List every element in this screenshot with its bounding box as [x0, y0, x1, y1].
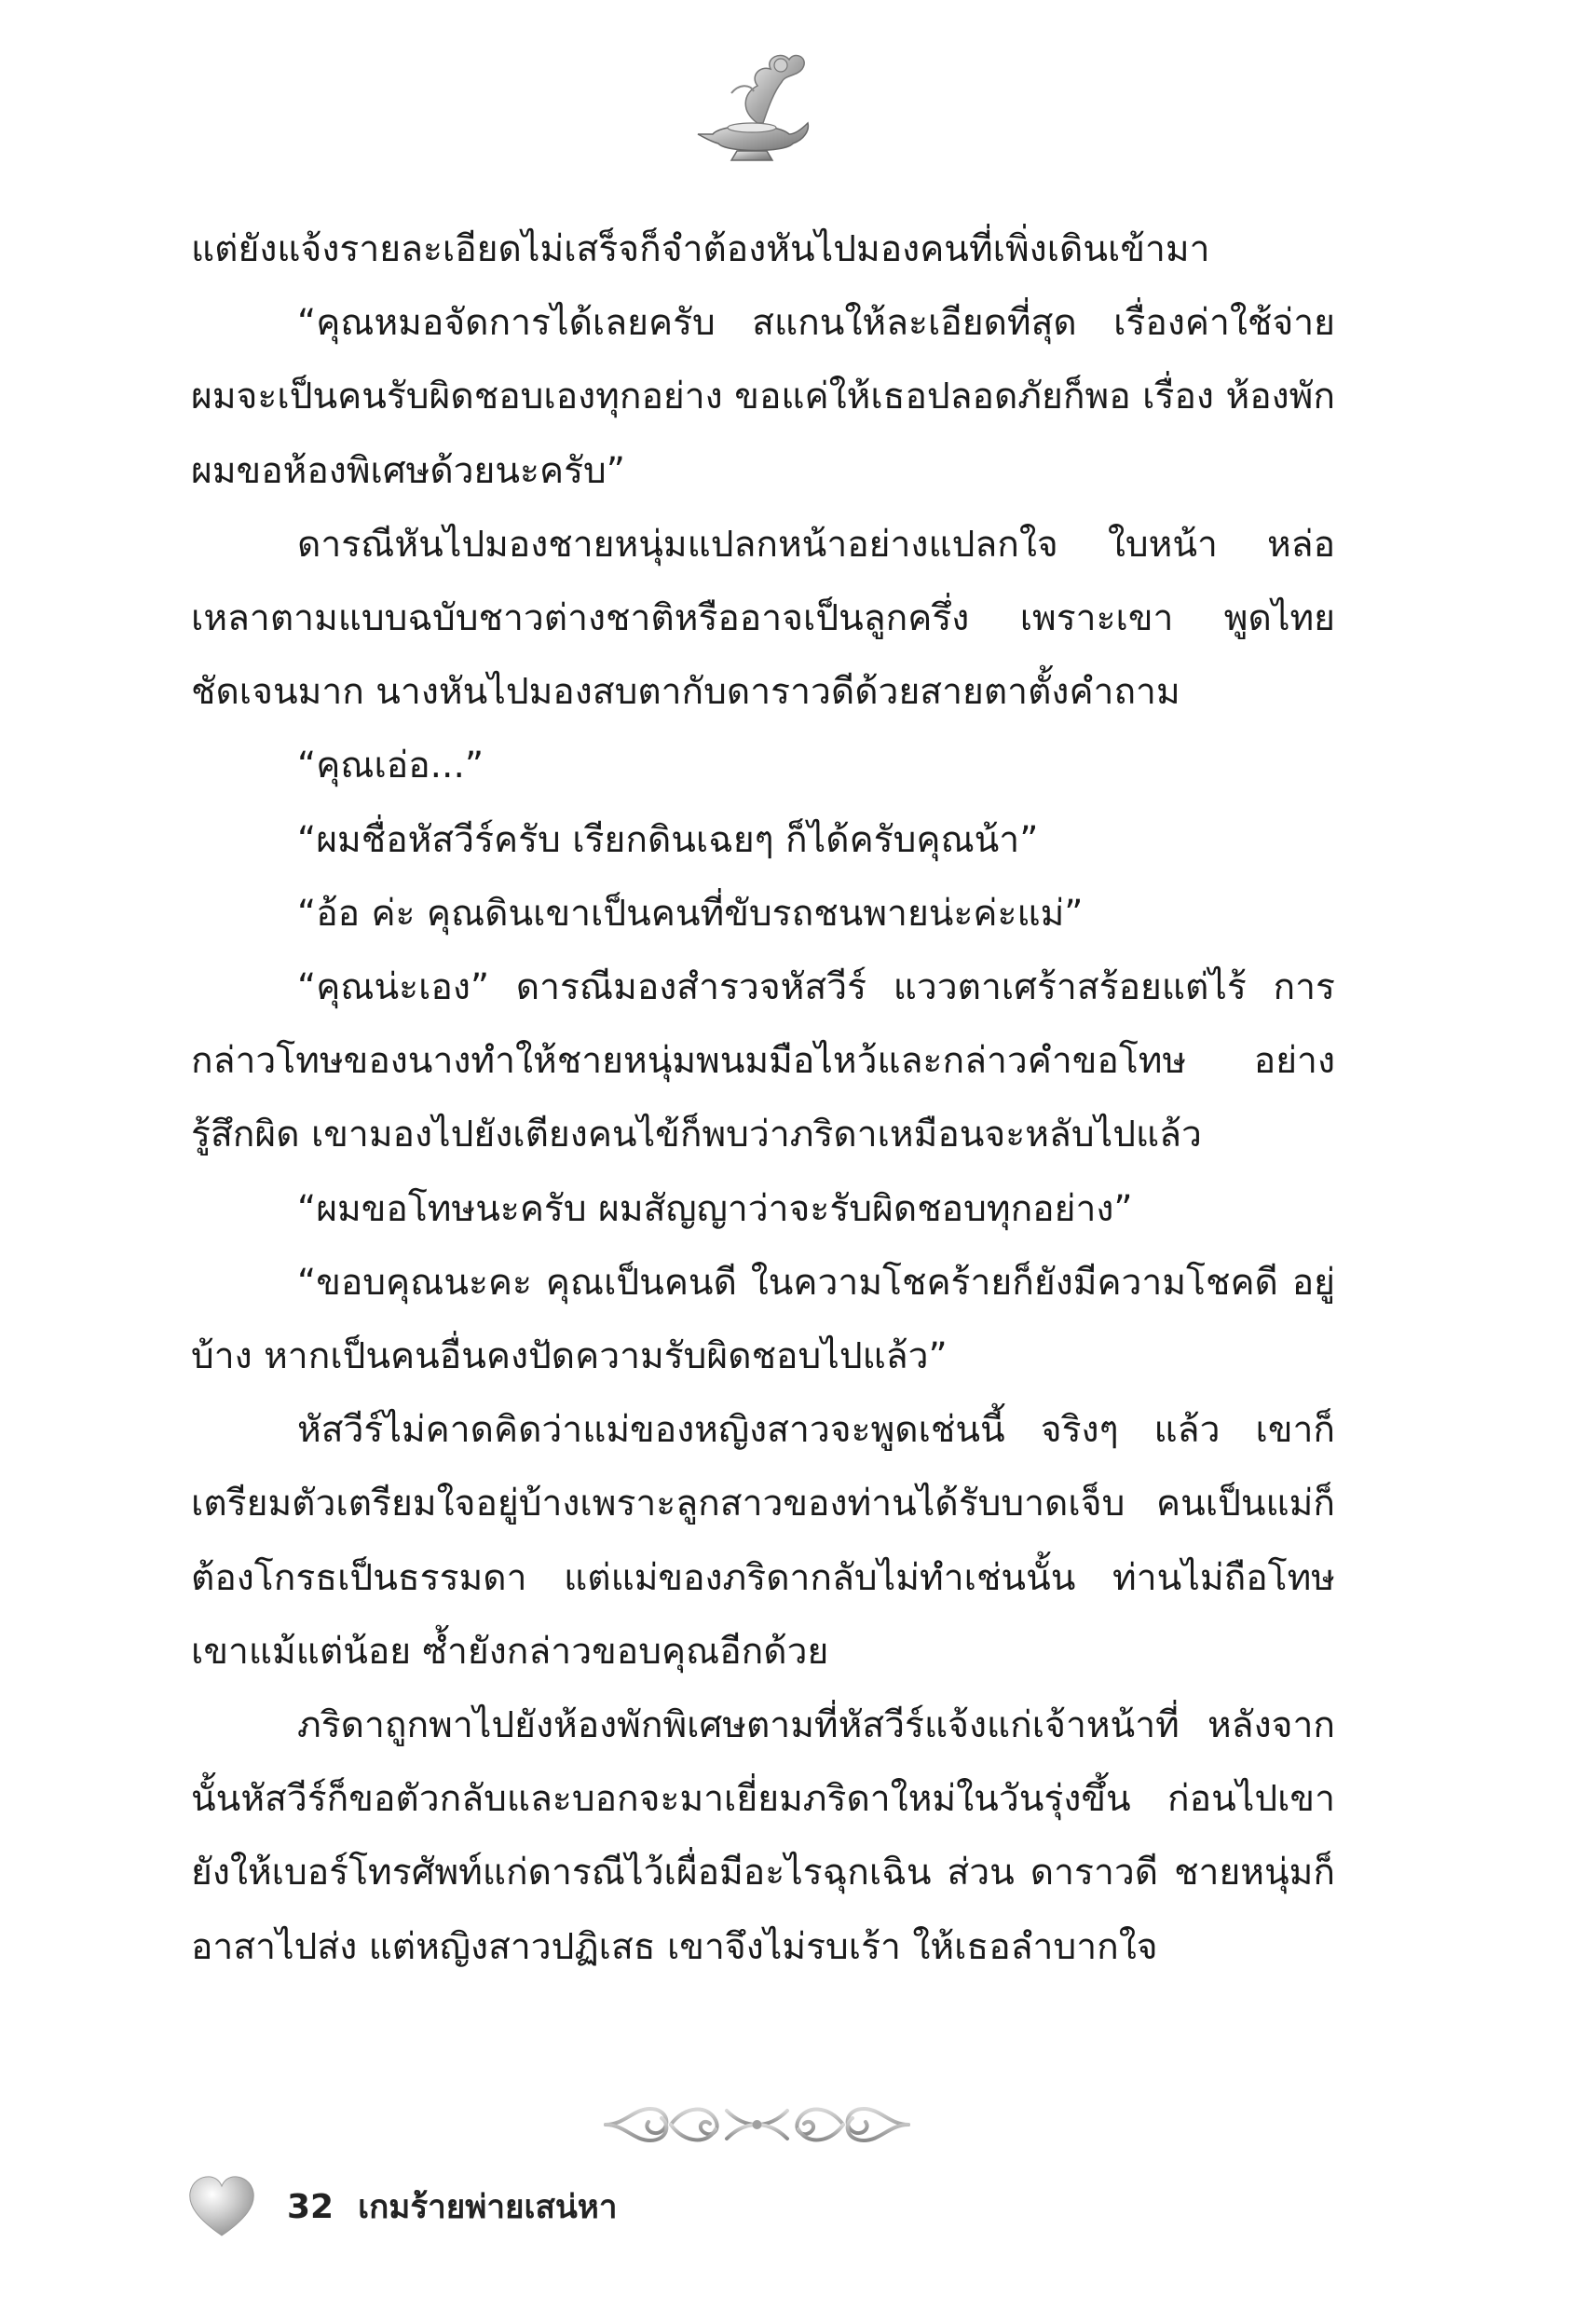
paragraph-1: แต่ยังแจ้งรายละเอียดไม่เสร็จก็จำต้องหันไปมองคนที่เพิ่งเดินเข้ามา — [191, 228, 1210, 270]
page-footer — [186, 2169, 618, 2244]
paragraph-6: “อ้อ ค่ะ คุณดินเขาเป็นคนที่ขับรถชนพายน่ะค่ะแม่” — [297, 892, 1084, 935]
body-text — [191, 212, 1335, 1984]
page-number: 32 — [287, 2187, 334, 2226]
flourish-divider-icon — [596, 2092, 918, 2157]
book-title: เกมร้ายพ่ายเสน่หา — [358, 2188, 618, 2226]
paragraph-2: “คุณหมอจัดการได้เลยครับ สแกนให้ละเอียดที่สุด เรื่องค่าใช้จ่าย ผมจะเป็นคนรับผิดชอบเองทุกอย่าง ขอแค่ให้เธอปลอดภัยก็พอ เรื่อง ห้องพักผมขอห้องพิเศษด้วยนะครับ” — [191, 302, 1335, 492]
paragraph-3: ดารณีหันไปมองชายหนุ่มแปลกหน้าอย่างแปลกใจ ใบหน้า หล่อเหลาตามแบบฉบับชาวต่างชาติหรืออาจเป็นลูกครึ่ง เพราะเขา พูดไทยชัดเจนมาก นางหันไปมองสบตากับดาราวดีด้วยสายตาตั้งคำถาม — [191, 523, 1335, 714]
paragraph-7: “คุณน่ะเอง” ดารณีมองสำรวจหัสวีร์ แววตาเศร้าสร้อยแต่ไร้ การกล่าวโทษของนางทำให้ชายหนุ่มพนมมือไหว้และกล่าวคำขอโทษ อย่างรู้สึกผิด เขามองไปยังเตียงคนไข้ก็พบว่าภริดาเหมือนจะหลับไปแล้ว — [191, 966, 1335, 1156]
heart-icon — [186, 2174, 257, 2239]
paragraph-5: “ผมชื่อหัสวีร์ครับ เรียกดินเฉยๆ ก็ได้ครับคุณน้า” — [297, 818, 1039, 861]
paragraph-9: “ขอบคุณนะคะ คุณเป็นคนดี ในความโชคร้ายก็ยังมีความโชคดี อยู่บ้าง หากเป็นคนอื่นคงปัดความรับผิดชอบไปแล้ว” — [191, 1261, 1335, 1378]
paragraph-11: ภริดาถูกพาไปยังห้องพักพิเศษตามที่หัสวีร์แจ้งแก่เจ้าหน้าที่ หลังจากนั้นหัสวีร์ก็ขอตัวกลับและบอกจะมาเยี่ยมภริดาใหม่ในวันรุ่งขึ้น ก่อนไปเขายังให้เบอร์โทรศัพท์แก่ดารณีไว้เผื่อมีอะไรฉุกเฉิน ส่วน ดาราวดี ชายหนุ่มก็อาสาไปส่ง แต่หญิงสาวปฏิเสธ เขาจึงไม่รบเร้า ให้เธอลำบากใจ — [191, 1704, 1335, 1968]
paragraph-8: “ผมขอโทษนะครับ ผมสัญญาว่าจะรับผิดชอบทุกอย่าง” — [297, 1187, 1133, 1230]
genie-lamp-icon — [685, 37, 825, 177]
paragraph-10: หัสวีร์ไม่คาดคิดว่าแม่ของหญิงสาวจะพูดเช่นนี้ จริงๆ แล้ว เขาก็เตรียมตัวเตรียมใจอยู่บ้างเพราะลูกสาวของท่านได้รับบาดเจ็บ คนเป็นแม่ก็ต้องโกรธเป็นธรรมดา แต่แม่ของภริดากลับไม่ทำเช่นนั้น ท่านไม่ถือโทษเขาแม้แต่น้อย ซ้ำยังกล่าวขอบคุณอีกด้วย — [191, 1409, 1335, 1673]
paragraph-4: “คุณเอ่อ...” — [297, 745, 484, 787]
